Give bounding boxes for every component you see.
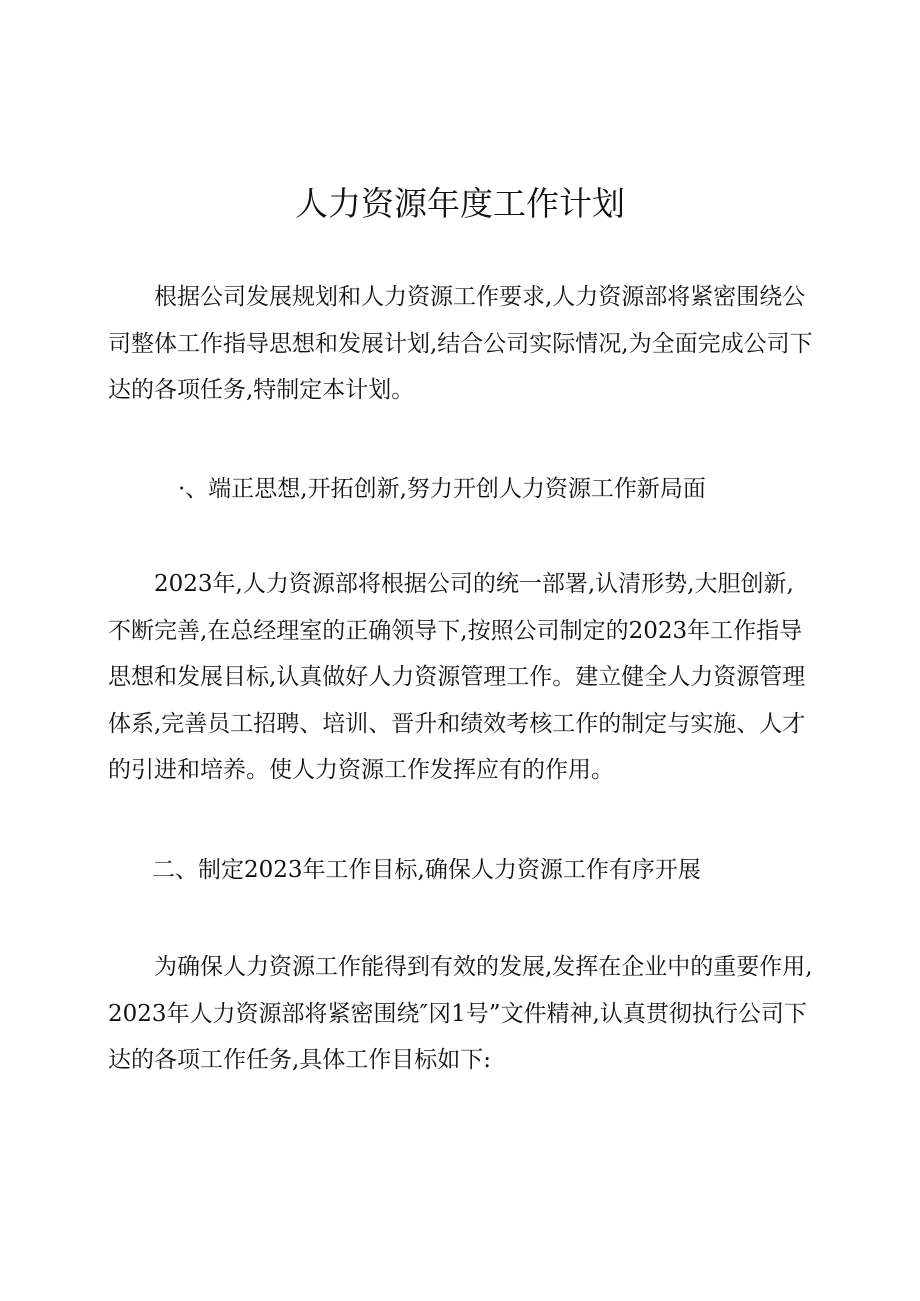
section-1-heading: ·、端正思想,开拓创新,努力开创人力资源工作新局面: [178, 476, 706, 502]
section-2-heading: 二、制定2023年工作目标,确保人力资源工作有序开展: [152, 857, 701, 883]
section-1-body: 2023年,人力资源部将根据公司的统一部署,认清形势,大胆创新,不断完善,在总经理室的正确领导下,按照公司制定的2023年工作指导思想和发展目标,认真做好人力资源管理工作。建立健全人力资源管理体系,完善员工招聘、培训、晋升和绩效考核工作的制定与实施、人才的引进和培养。使人力资源工作发挥应有的作用。: [108, 571, 806, 783]
intro-paragraph: 根据公司发展规划和人力资源工作要求,人力资源部将紧密围绕公司整体工作指导思想和发展计划,结合公司实际情况,为全面完成公司下达的各项任务,特制定本计划。: [108, 284, 813, 403]
section-2-body: 为确保人力资源工作能得到有效的发展,发挥在企业中的重要作用,2023年人力资源部将紧密围绕″冈1号”文件精神,认真贯彻执行公司下达的各项工作任务,具体工作目标如下:: [108, 954, 813, 1073]
document-title: 人力资源年度工作计划: [295, 184, 625, 223]
